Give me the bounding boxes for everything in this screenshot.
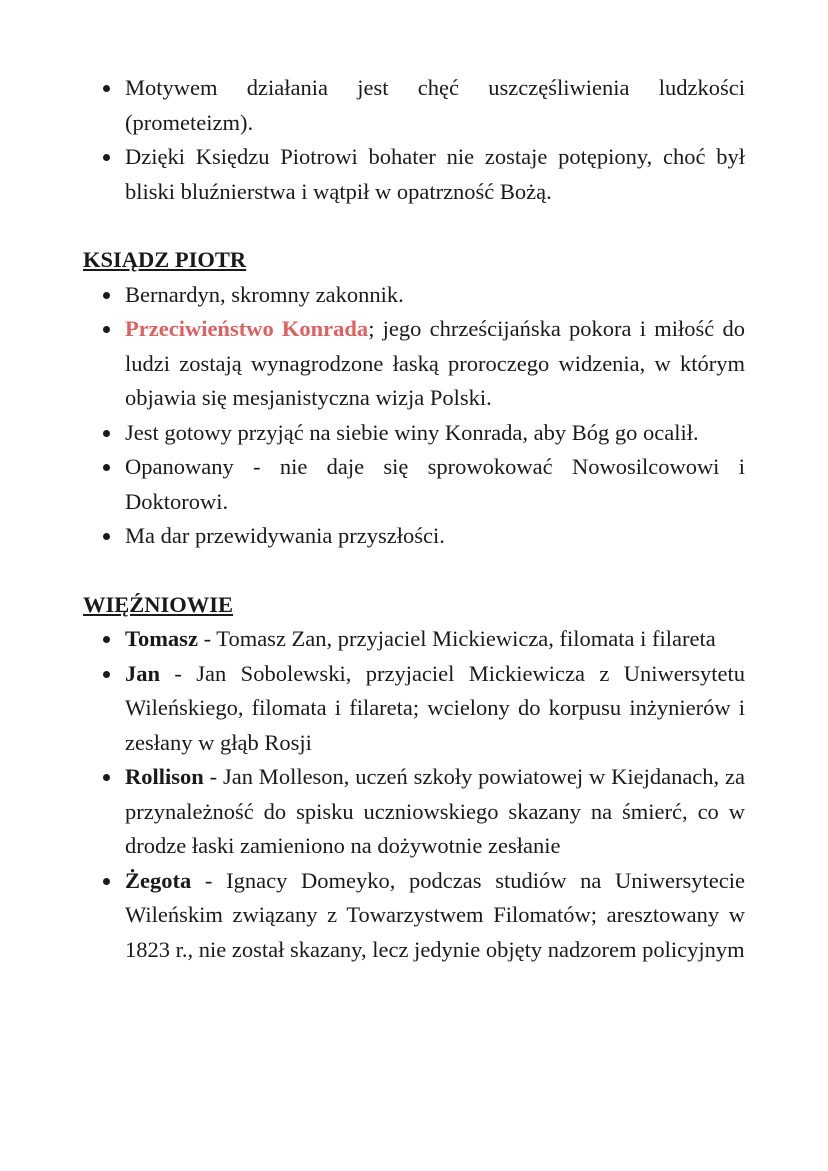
document-page xyxy=(83,71,745,967)
wiezniowie-list xyxy=(83,622,745,967)
list-item xyxy=(83,312,745,416)
list-item-text: - Tomasz Zan, przyjaciel Mickiewicza, filomata i filareta xyxy=(197,626,716,651)
list-item: Dzięki Księdzu Piotrowi bohater nie zostaje potępiony, choć był bliski bluźnierstwa i wątpił w opatrzność Bożą. xyxy=(83,140,745,209)
prisoner-name: Tomasz xyxy=(125,626,198,651)
list-item: Bernardyn, skromny zakonnik. xyxy=(83,278,745,313)
highlighted-text: Przeciwieństwo Konrada xyxy=(125,316,369,341)
list-item xyxy=(83,760,745,864)
list-item xyxy=(83,657,745,761)
list-item-text: - Jan Sobolewski, przyjaciel Mickiewicza z Uniwersytetu Wileńskiego, filomata i filareta; wcielony do korpusu inżynierów i zesłany w głąb Rosji xyxy=(125,660,745,755)
list-item-text: - Ignacy Domeyko, podczas studiów na Uniwersytecie Wileńskim związany z Towarzystwem Filomatów; aresztowany w 1823 r., nie został skazany, lecz jedynie objęty nadzorem policyjnym xyxy=(125,867,745,962)
list-item-text: - Jan Molleson, uczeń szkoły powiatowej w Kiejdanach, za przynależność do spisku uczniowskiego skazany na śmierć, co w drodze łaski zamieniono na dożywotnie zesłanie xyxy=(125,764,745,858)
list-item: Motywem działania jest chęć uszczęśliwienia ludzkości (prometeizm). xyxy=(83,71,745,140)
list-item xyxy=(83,864,745,968)
section-heading-ksiadz-piotr: KSIĄDZ PIOTR xyxy=(83,247,247,272)
prisoner-name: Jan xyxy=(125,660,161,686)
prisoner-name: Rollison xyxy=(125,764,204,789)
list-item: Ma dar przewidywania przyszłości. xyxy=(83,519,745,554)
list-item: Jest gotowy przyjąć na siebie winy Konrada, aby Bóg go ocalił. xyxy=(83,416,745,451)
list-item xyxy=(83,622,745,657)
section-heading-wiezniowie: WIĘŹNIOWIE xyxy=(83,591,234,617)
list-item: Opanowany - nie daje się sprowokować Nowosilcowowi i Doktorowi. xyxy=(83,450,745,519)
piotr-list xyxy=(83,278,745,554)
prisoner-name: Żegota xyxy=(125,867,192,893)
intro-list xyxy=(83,71,745,209)
list-item-text: ; jego chrześcijańska pokora i miłość do ludzi zostają wynagrodzone łaską proroczego widzenia, w którym objawia się mesjanistyczna wizja Polski. xyxy=(125,316,745,410)
